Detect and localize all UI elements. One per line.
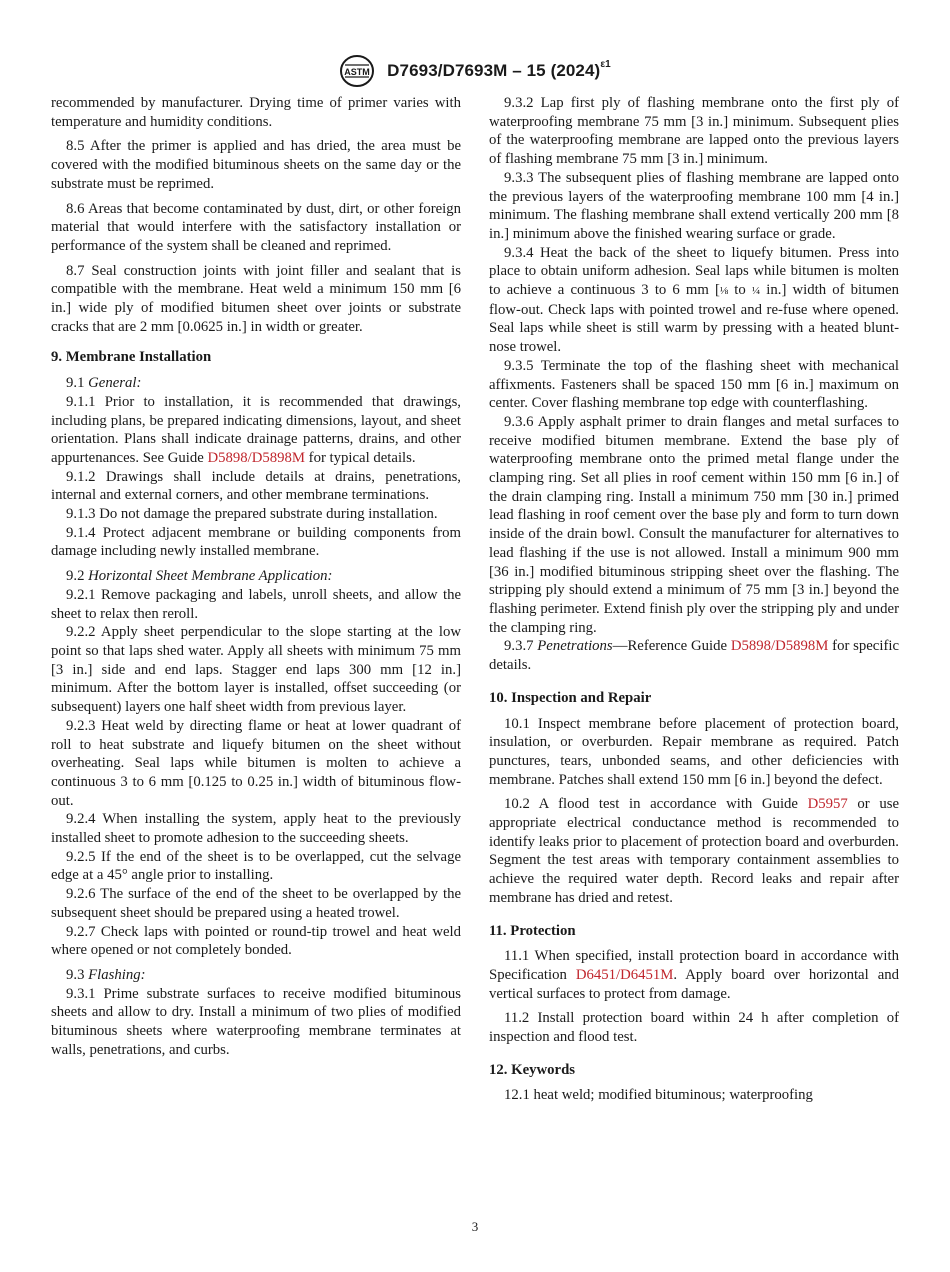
clause-title: Flashing: — [88, 966, 146, 983]
paragraph-9-3-4 — [489, 244, 899, 357]
text-run: to — [728, 282, 752, 299]
link-d5898[interactable]: D5898/D5898M — [730, 638, 829, 655]
paragraph-9-2-6: 9.2.6 The surface of the end of the sheet to be overlapped by the subsequent sheet should be prepared using a heated trowel. — [51, 886, 461, 921]
section-heading-11: 11. Protection — [489, 922, 576, 939]
text-run: 11.1 When specified, install protection board in accordance with Specification — [489, 948, 899, 983]
paragraph-8-7: 8.7 Seal construction joints with joint filler and sealant that is compatible with the membrane. Heat weld a minimum 150 mm [6 in.] wide ply of modified bitumen sheet over joints or substrate cracks that are 2 mm [0.0625 in.] in width or greater. — [51, 262, 461, 335]
paragraph-9-2-1: 9.2.1 Remove packaging and labels, unroll sheets, and allow the sheet to relax then reroll. — [51, 586, 461, 622]
clause-title: Horizontal Sheet Membrane Application: — [88, 568, 333, 585]
paragraph-9-3-1: 9.3.1 Prime substrate surfaces to receive modified bituminous sheets and allow to dry. Install a minimum of two plies of modified bituminous sheets where waterproofing membrane terminates at walls, penetrations, and curbs. — [51, 985, 461, 1058]
paragraph-9-3 — [51, 966, 461, 985]
section-heading-12: 12. Keywords — [489, 1061, 576, 1078]
link-d5898[interactable]: D5898/D5898M — [207, 449, 305, 466]
paragraph-9-2-3: 9.2.3 Heat weld by directing flame or heat at lower quadrant of roll to heat substrate and liquefy bitumen on the sheet without overheating. Seal laps while bitumen is molten to achieve a continuous 3 to 6 mm [0.125 to 0.25 in.] width of bituminous flow-out. — [51, 717, 461, 809]
paragraph-11-2: 11.2 Install protection board within 24 h after completion of inspection and flood test. — [489, 1010, 899, 1046]
text-run: in.] width of bitumen flow-out. Check laps with pointed trowel and re-fuse where opened. Seal laps while sheet is still warm by pressing with a heated blunt-nose trowel. — [489, 282, 899, 356]
clause-title: Penetrations — [537, 638, 613, 655]
paragraph-9-3-3: 9.3.3 The subsequent plies of flashing membrane are lapped onto the previous layers of the waterproofing membrane 100 mm [4 in.] minimum. The flashing membrane shall extend vertically 200 mm [8 in.] minimum above the finished wearing surface or grade. — [489, 169, 899, 242]
text-run: 9.3.4 Heat the back of the sheet to liquefy bitumen. Press into place to obtain uniform adhesion. Seal laps while bitumen is molten to achieve a continuous 3 to 6 mm [ — [489, 244, 899, 299]
text-run: 10.2 A flood test in accordance with Guide — [504, 796, 808, 813]
document-title-text: D7693/D7693M – 15 (2024) — [387, 61, 601, 80]
clause-number: 9.3 — [66, 966, 85, 983]
right-column — [489, 94, 899, 1105]
paragraph-9-3-7 — [489, 637, 899, 674]
fraction: ¼ — [751, 285, 761, 298]
document-title — [387, 61, 611, 81]
paragraph-9-2-4: 9.2.4 When installing the system, apply heat to the previously installed sheet to promote adhesion to the succeeding sheets. — [51, 811, 461, 847]
text-run: for specific details. — [489, 638, 900, 674]
section-heading-9: 9. Membrane Installation — [51, 349, 212, 366]
fraction: ⅛ — [719, 285, 729, 298]
text-run: . Apply board over horizontal and vertical surfaces to protect from damage. — [489, 966, 899, 1002]
title-superscript: ε1 — [600, 59, 611, 71]
page-number: 3 — [471, 1219, 479, 1234]
paragraph-8-6: 8.6 Areas that become contaminated by dust, dirt, or other foreign material that would interfere with the satisfactory installation or performance of the system shall be cleaned and reprimed. — [51, 200, 461, 254]
link-d6451[interactable]: D6451/D6451M — [575, 966, 674, 983]
text-run: —Reference Guide — [612, 638, 731, 655]
page-header — [0, 54, 950, 88]
paragraph-9-2 — [51, 567, 461, 586]
clause-number: 9.3.7 — [504, 638, 534, 655]
paragraph-9-3-5: 9.3.5 Terminate the top of the flashing sheet with mechanical affixments. Fasteners shall be spaced 150 mm [6 in.] maximum on center. Cover flashing membrane top edge with counterflashing. — [489, 357, 899, 412]
section-heading-10: 10. Inspection and Repair — [489, 689, 652, 706]
paragraph-9-2-5: 9.2.5 If the end of the sheet is to be overlapped, cut the selvage edge at a 45° angle prior to installing. — [51, 848, 461, 884]
paragraph-8-4-continued: recommended by manufacturer. Drying time of primer varies with temperature and humidity conditions. — [51, 95, 461, 130]
paragraph-9-1 — [51, 374, 461, 393]
text-run: 9.1.1 Prior to installation, it is recommended that drawings, including plans, be prepared indicating dimensions, layout, and sheet orientation. Plans shall indicate drainage patterns, drains, and other appurtenances. See Guide — [51, 393, 461, 466]
paragraph-9-2-2: 9.2.2 Apply sheet perpendicular to the slope starting at the low point so that laps shed water. Apply all sheets with minimum 75 mm [3 in.] side and end laps. Stagger end laps 300 mm [12 in.] minimum. After the bottom layer is installed, offset succeeding (or subsequent) layers one half sheet width from previous layer. — [51, 624, 461, 716]
paragraph-9-3-2: 9.3.2 Lap first ply of flashing membrane onto the first ply of waterproofing membrane 75 mm [3 in.] minimum. Subsequent plies of the waterproofing membrane are lapped onto the previous layers of flashing membrane 75 mm [3 in.] minimum. — [489, 95, 899, 168]
logo-text: ASTM — [344, 67, 370, 77]
astm-logo-icon — [339, 54, 375, 88]
paragraph-9-2-7: 9.2.7 Check laps with pointed or round-tip trowel and heat weld where opened or not completely bonded. — [51, 923, 461, 959]
link-d5957[interactable]: D5957 — [807, 796, 848, 813]
clause-number: 9.1 — [66, 375, 85, 392]
clause-number: 9.2 — [66, 568, 85, 585]
paragraph-9-1-4: 9.1.4 Protect adjacent membrane or building components from damage including newly installed membrane. — [51, 524, 461, 560]
text-run: or use appropriate electrical conductance method is recommended to identify leaks prior to placement of protection board and overburden. Segment the test areas with temporary containment assemblies to achieve the required water depth. Record leaks and repair after membrane has dried and retest. — [489, 796, 900, 906]
clause-title: General: — [88, 375, 142, 392]
paragraph-9-1-1 — [51, 393, 461, 468]
paragraph-9-3-6: 9.3.6 Apply asphalt primer to drain flanges and metal surfaces to receive modified bitumen membrane. Extend the base ply of waterproofing membrane onto the primed metal flange under the clamping ring. Set all plies in roof cement within 150 mm [6 in.] of the drain clamping ring. Install a minimum 750 mm [30 in.] primed lead flashing in roof cement over the base ply and form to turn down inside of the drain bowl. Consult the manufacturer for alternatives to lead flashing if the use is not allowed. Install a minimum 900 mm [36 in.] modified bituminous stripping sheet over the flashing. The stripping ply should extend a minimum of 75 mm [3 in.] beyond the flashing perimeter. Extend finish ply over the stripping ply and under the clamping ring. — [489, 413, 899, 636]
paragraph-8-5: 8.5 After the primer is applied and has dried, the area must be covered with the modified bituminous sheets on the same day or the substrate must be reprimed. — [51, 138, 461, 192]
text-run: for typical details. — [304, 449, 416, 466]
paragraph-12-1: 12.1 heat weld; modified bituminous; waterproofing — [504, 1087, 813, 1104]
paragraph-11-1 — [489, 947, 899, 1003]
left-column — [51, 94, 461, 1059]
paragraph-9-1-3: 9.1.3 Do not damage the prepared substrate during installation. — [66, 506, 438, 523]
paragraph-9-1-2: 9.1.2 Drawings shall include details at drains, penetrations, internal and external corners, and other membrane terminations. — [51, 468, 461, 504]
paragraph-10-1: 10.1 Inspect membrane before placement of protection board, insulation, or overburden. Repair membrane as required. Patch punctures, tears, unbonded seams, and other deficiencies with membrane. Patches shall extend 150 mm [6 in.] beyond the defect. — [489, 715, 899, 788]
paragraph-10-2 — [489, 795, 899, 907]
